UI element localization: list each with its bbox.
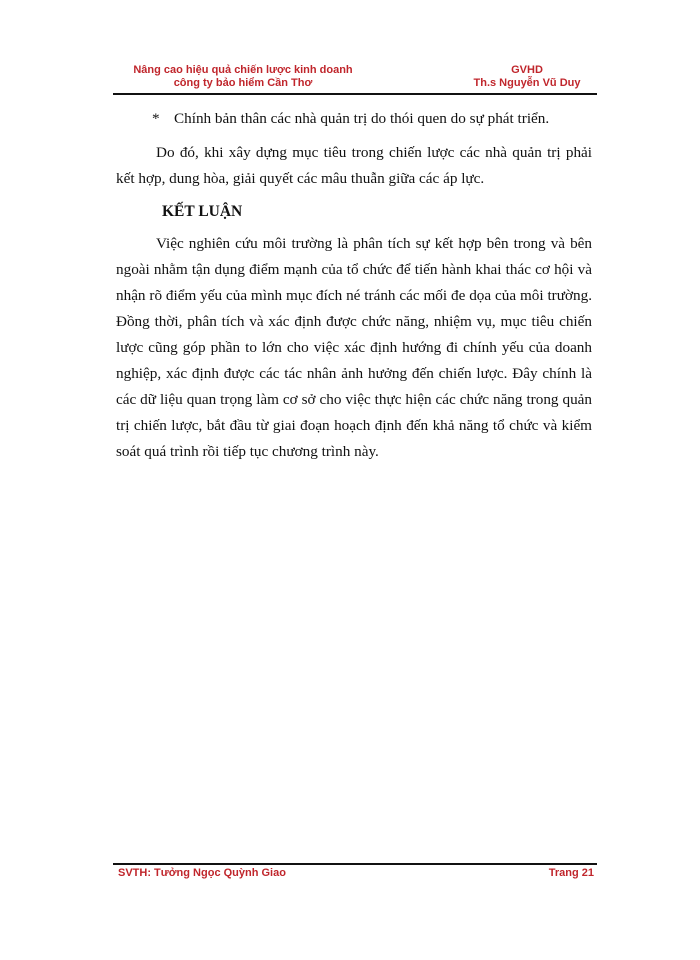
paragraph-2: Việc nghiên cứu môi trường là phân tích sự kết hợp bên trong và bên ngoài nhằm tận dụng điểm mạnh của tổ chức để tiến hành khai thác cơ hội và nhận rõ điểm yếu của mình mục đích né tránh các mối đe dọa của môi trường. Đồng thời, phân tích và xác định được chức năng, nhiệm vụ, mục tiêu chiến lược cũng góp phần to lớn cho việc xác định hướng đi chính yếu của doanh nghiệp, xác định được các tác nhân ảnh hưởng đến chiến lược. Đây chính là các dữ liệu quan trọng làm cơ sở cho việc thực hiện các chức năng trong quản trị chiến lược, bắt đầu từ giai đoạn hoạch định đến khả năng tổ chức và kiểm soát quá trình rồi tiếp tục chương trình này. [116,235,592,460]
header-title-line-1: Nâng cao hiệu quả chiến lược kinh doanh [133,64,353,76]
page-content [116,106,592,472]
bullet-item [152,106,592,132]
header-divider [113,93,597,95]
footer-divider [113,863,597,865]
paragraph-1: Do đó, khi xây dựng mục tiêu trong chiến lược các nhà quản trị phải kết hợp, dung hòa, giải quyết các mâu thuẫn giữa các áp lực. [116,144,592,187]
advisor-label: GVHD [511,64,543,76]
header-title [118,64,368,90]
page-header [112,64,596,92]
footer-student: SVTH: Tưởng Ngọc Quỳnh Giao [118,867,286,879]
advisor-name: Th.s Nguyễn Vũ Duy [473,77,581,89]
bullet-text: Chính bản thân các nhà quản trị do thói quen do sự phát triển. [174,110,550,127]
header-title-line-2: công ty bảo hiểm Cần Thơ [173,77,313,89]
bullet-marker: * [152,110,160,127]
section-heading: KẾT LUẬN [162,203,243,220]
header-advisor [462,64,592,90]
page-number: Trang 21 [548,867,594,879]
